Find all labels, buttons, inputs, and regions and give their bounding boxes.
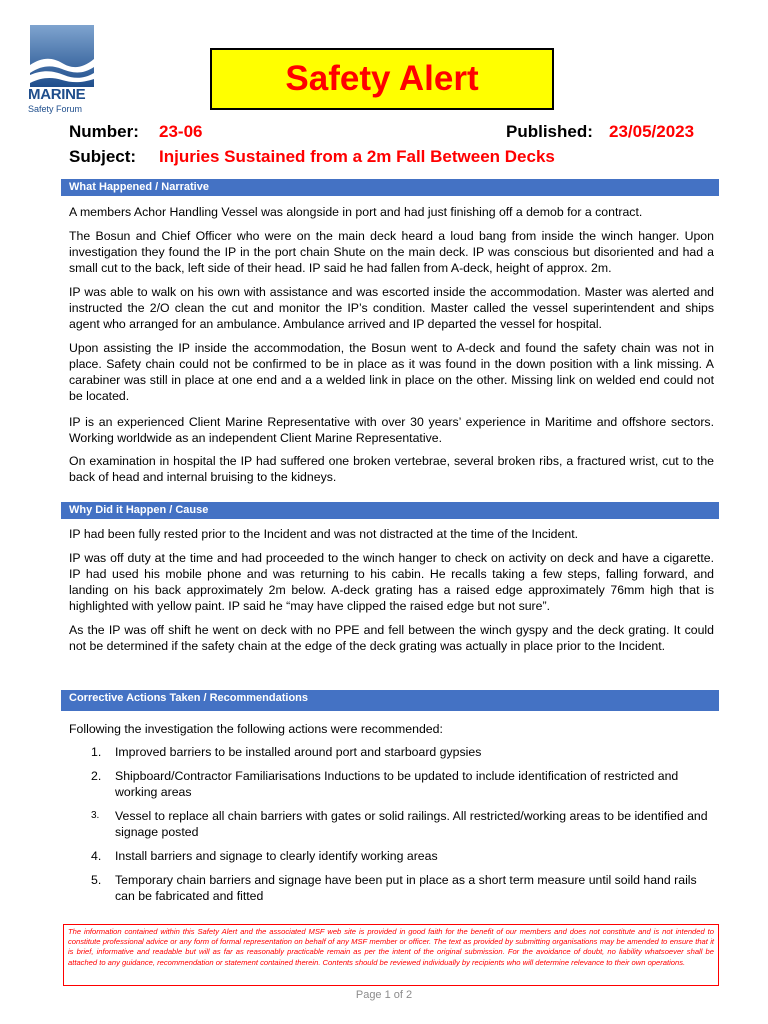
- marine-safety-forum-logo: [28, 25, 96, 120]
- list-item: [69, 808, 714, 840]
- subject-label: Subject:: [69, 147, 137, 166]
- logo-name: MARINE: [28, 86, 86, 103]
- list-item-text: Improved barriers to be installed around port and starboard gypsies: [115, 745, 482, 759]
- published-value: 23/05/2023: [609, 122, 695, 141]
- corrective-intro: Following the investigation the following actions were recommended:: [69, 722, 443, 736]
- list-item-text: Shipboard/Contractor Familiarisations Inductions to be updated to include identification of restricted and working areas: [115, 769, 679, 799]
- list-item-number: 4.: [91, 849, 102, 863]
- section-heading-why: Why Did it Happen / Cause: [61, 502, 719, 519]
- narrative-paragraph: A members Achor Handling Vessel was alongside in port and had just finishing off a demob for a contract.: [69, 205, 643, 219]
- safety-alert-title: Safety Alert: [285, 59, 479, 98]
- subject-value: Injuries Sustained from a 2m Fall Between Decks: [159, 147, 555, 166]
- number-value: 23-06: [159, 122, 203, 141]
- disclaimer-box: The information contained within this Safety Alert and the associated MSF web site is provided in good faith for the benefit of our members and does not constitute and is not intended to constitute professional advice or any form of formal representation on behalf of any MSF member or officer. The text as provided by submitting organisations may be amended to ensure that it is brief, informative and readable but will as far as reasonably practicable remain as per the intent of the original submission. For the avoidance of doubt, no liability whatsoever shall be attached to any guidance, recommendation or statement contained therein. Contents should be reviewed individually by recipients who will determine relevance to their own operations.: [63, 924, 719, 986]
- narrative-paragraph: The Bosun and Chief Officer who were on the main deck heard a loud bang from inside the winch hanger. Upon investigation they found the IP in the port chain Shute on the main deck. IP was conscious but disoriented and had a small cut to the back, left side of their head. IP said he had fallen from A-deck, height of approx. 2m.: [69, 229, 714, 275]
- list-item-text: Temporary chain barriers and signage have been put in place as a short term measure until soild hand rails can be fabricated and fitted: [115, 873, 697, 903]
- section-heading-corrective: Corrective Actions Taken / Recommendations: [61, 690, 719, 711]
- list-item: [69, 848, 714, 864]
- cause-paragraph: IP had been fully rested prior to the Incident and was not distracted at the time of the Incident.: [69, 527, 579, 541]
- narrative-paragraph: On examination in hospital the IP had suffered one broken vertebrae, several broken ribs, a fractured wrist, cut to the back of head and internal bruising to the kidneys.: [69, 454, 714, 484]
- list-item: [69, 768, 714, 800]
- narrative-paragraph: IP is an experienced Client Marine Representative with over 30 years’ experience in Maritime and offshore sectors. Working worldwide as an independent Client Marine Representative.: [69, 415, 714, 445]
- list-item-number: 1.: [91, 745, 102, 759]
- safety-alert-title-box: [210, 48, 554, 110]
- wave-logo-icon: [30, 25, 94, 87]
- list-item: [69, 744, 714, 760]
- cause-paragraph: IP was off duty at the time and had proceeded to the winch hanger to check on activity on deck and have a cigarette. IP had used his mobile phone and was returning to his cabin. He recalls taking a few steps, falling forward, and landing on his back approximately 2m below. A-deck grating has a raised edge approximately 76mm high that is highlighted with yellow paint. IP said he “may have clipped the raised edge but not sure”.: [69, 551, 714, 613]
- narrative-paragraph: Upon assisting the IP inside the accommodation, the Bosun went to A-deck and found the safety chain was not in place. Safety chain could not be confirmed to be in place as it was found in the down position with a link missing. A carabiner was still in place at one end and a a welded link in place on the other. Missing link on welded end could not be located.: [69, 341, 714, 403]
- cause-paragraph: As the IP was off shift he went on deck with no PPE and fell between the winch gyspy and the deck grating. It could not be determined if the safety chain at the edge of the deck grating was actually in place prior to the Incident.: [69, 623, 714, 653]
- list-item: [69, 872, 714, 904]
- narrative-paragraph: IP was able to walk on his own with assistance and was escorted inside the accommodation. Master was alerted and instructed the 2/O clean the cut and monitor the IP’s condition. Master called the vessel superintendent and ships agent who arranged for an ambulance. Ambulance arrived and IP departed the vessel for hospital.: [69, 285, 714, 331]
- published-label: Published:: [506, 122, 593, 141]
- page-number: Page 1 of 2: [355, 989, 413, 1001]
- list-item-text: Install barriers and signage to clearly identify working areas: [115, 849, 438, 863]
- list-item-number: 5.: [91, 873, 102, 887]
- list-item-number: 2.: [91, 769, 102, 783]
- logo-subtitle: Safety Forum: [28, 104, 83, 114]
- recommendations-list: [69, 744, 714, 904]
- list-item-number: 3.: [91, 810, 100, 821]
- number-label: Number:: [69, 122, 139, 141]
- section-heading-what-happened: What Happened / Narrative: [61, 179, 719, 196]
- list-item-text: Vessel to replace all chain barriers with gates or solid railings. All restricted/working areas to be identified and signage posted: [115, 809, 708, 839]
